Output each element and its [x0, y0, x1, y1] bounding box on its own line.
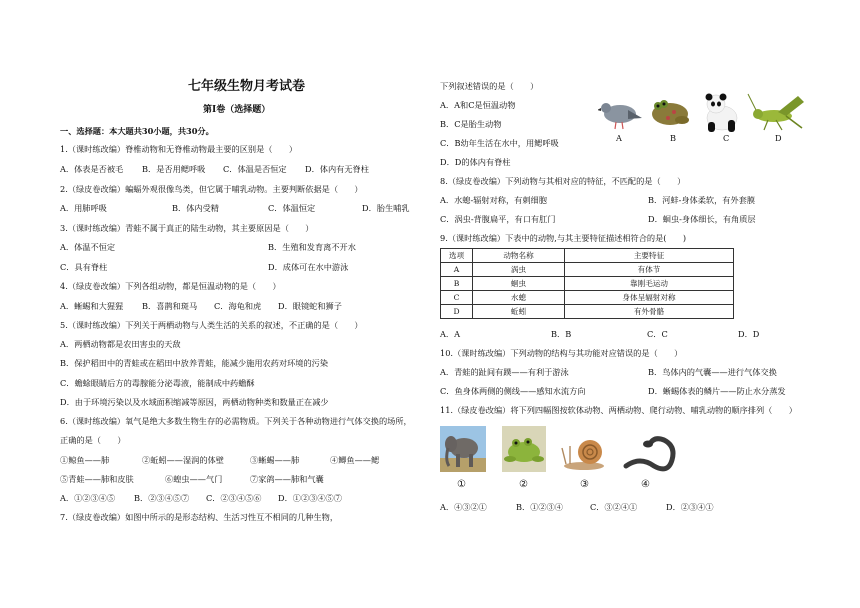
- q11-label-2: ②: [519, 479, 528, 490]
- q9-option-a[interactable]: A．A: [440, 329, 461, 339]
- pigeon-image: [598, 103, 642, 129]
- q8-option-a[interactable]: A．水螅-辐射对称，有刺细胞: [440, 195, 547, 205]
- elephant-image: [440, 426, 486, 472]
- q4-option-b[interactable]: B．喜鹊和斑马: [142, 301, 198, 311]
- table-cell: A: [441, 263, 473, 277]
- table-cell: B: [441, 277, 473, 291]
- frog-image: [652, 100, 689, 125]
- q6-option-d[interactable]: D．①②③④⑤⑦: [278, 493, 342, 503]
- question-1: 1.（课时练改编）脊椎动物和无脊椎动物最主要的区别是（ ）: [60, 144, 298, 154]
- section-heading: 一、选择题：本大题共30小题，共30分。: [60, 126, 214, 136]
- q7-option-a[interactable]: A．A和C是恒温动物: [440, 100, 516, 110]
- table-cell: 蛔虫: [473, 277, 565, 291]
- q1-option-b[interactable]: B．是否用鳃呼吸: [142, 164, 206, 174]
- q4-option-d[interactable]: D．眼镜蛇和狮子: [278, 301, 342, 311]
- frog-image: [502, 426, 546, 472]
- question-3: 3.（课时练改编）青蛙不属于真正的陆生动物，其主要原因是（ ）: [60, 223, 314, 233]
- q6-item: ②蚯蚓——湿润的体壁: [142, 455, 224, 465]
- q6-item: ⑦家鸽——肺和气囊: [250, 474, 324, 484]
- q7-label-a: A: [616, 133, 622, 143]
- q10-option-d[interactable]: D．蜥蜴体表的鳞片——防止水分蒸发: [648, 386, 786, 396]
- question-6: 6.（课时练改编）氧气是绝大多数生物生存的必需物质。下列关于各种动物进行气体交换的场所，: [60, 416, 412, 426]
- q7-option-d[interactable]: D．D的体内有脊柱: [440, 157, 511, 167]
- question-8: 8.（绿皮卷改编）下列动物与其相对应的特征，不匹配的是（ ）: [440, 176, 686, 186]
- q7-label-c: C: [723, 133, 730, 143]
- q7-label-d: D: [775, 133, 782, 143]
- table-header: 主要特征: [565, 249, 734, 263]
- q6-option-c[interactable]: C．②③④⑤⑥: [206, 493, 262, 503]
- table-header: 动物名称: [473, 249, 565, 263]
- question-10: 10.（课时练改编）下列动物的结构与其功能对应错误的是（ ）: [440, 348, 683, 358]
- question-6-cont: 正确的是（ ）: [60, 435, 126, 445]
- q4-option-a[interactable]: A．蜥蜴和大猩猩: [60, 301, 124, 311]
- grasshopper-image: [748, 94, 804, 130]
- q5-option-c[interactable]: C．蟾蜍眼睛后方的毒腺能分泌毒液，能制成中药蟾酥: [60, 378, 255, 388]
- table-cell: C: [441, 291, 473, 305]
- table-row: [441, 291, 734, 305]
- q3-option-a[interactable]: A．体温不恒定: [60, 242, 116, 252]
- q9-option-c[interactable]: C．C: [647, 329, 668, 339]
- q6-item: ④鲫鱼——鳃: [330, 455, 380, 465]
- q3-option-c[interactable]: C．具有脊柱: [60, 262, 108, 272]
- q6-item: ⑥蝗虫——气门: [165, 474, 223, 484]
- question-2: 2.（绿皮卷改编）蝙蝠外观很像鸟类，但它属于哺乳动物。主要判断依据是（ ）: [60, 184, 363, 194]
- question-5: 5.（课时练改编）下列关于两栖动物与人类生活的关系的叙述，不正确的是（ ）: [60, 320, 363, 330]
- q11-animal-figure: [440, 426, 690, 478]
- q10-option-b[interactable]: B．鸟体内的气囊——进行气体交换: [648, 367, 777, 377]
- q6-item: ③蜥蜴——肺: [250, 455, 300, 465]
- q11-label-1: ①: [457, 479, 466, 490]
- q1-option-a[interactable]: A．体表是否被毛: [60, 164, 124, 174]
- q4-option-c[interactable]: C．海龟和虎: [214, 301, 262, 311]
- q9-option-b[interactable]: B．B: [551, 329, 572, 339]
- table-row: [441, 305, 734, 319]
- q2-option-b[interactable]: B．体内受精: [172, 203, 219, 213]
- q7-option-c[interactable]: C．B幼年生活在水中，用鳃呼吸: [440, 138, 559, 148]
- table-cell: 有体节: [565, 263, 734, 277]
- q9-option-d[interactable]: D．D: [738, 329, 760, 339]
- q6-option-b[interactable]: B．②③④⑤⑦: [134, 493, 190, 503]
- exam-title: 七年级生物月考试卷: [188, 79, 306, 94]
- q8-option-c[interactable]: C．涡虫-背腹扁平，有口有肛门: [440, 214, 556, 224]
- table-header-row: [441, 249, 734, 263]
- table-row: [441, 263, 734, 277]
- q11-label-4: ④: [641, 479, 650, 490]
- q5-option-b[interactable]: B．保护稻田中的青蛙或在稻田中放养青蛙，能减少施用农药对环境的污染: [60, 358, 329, 368]
- table-cell: 涡虫: [473, 263, 565, 277]
- q6-item: ①鲸鱼——肺: [60, 455, 110, 465]
- question-4: 4.（绿皮卷改编）下列各组动物，都是恒温动物的是（ ）: [60, 281, 281, 291]
- q2-option-d[interactable]: D．胎生哺乳: [362, 203, 410, 213]
- q7-option-b[interactable]: B．C是胎生动物: [440, 119, 502, 129]
- q8-option-d[interactable]: D．蛔虫-身体细长，有角质层: [648, 214, 756, 224]
- question-11: 11.（绿皮卷改编）将下列四幅图按软体动物、两栖动物、爬行动物、哺乳动物的顺序排列（ ）: [440, 405, 797, 415]
- q7-label-b: B: [670, 133, 677, 143]
- question-7: 7.（绿皮卷改编）如图中所示的是形态结构、生活习性互不相同的几种生物，: [60, 512, 339, 522]
- q3-option-b[interactable]: B．生殖和发育离不开水: [268, 242, 356, 252]
- q11-option-d[interactable]: D．②③④①: [666, 502, 714, 512]
- q11-label-3: ③: [580, 479, 589, 490]
- table-row: [441, 277, 734, 291]
- q10-option-a[interactable]: A．青蛙的趾间有蹼——有利于游泳: [440, 367, 569, 377]
- q2-option-a[interactable]: A．用肺呼吸: [60, 203, 107, 213]
- q5-option-a[interactable]: A．两栖动物都是农田害虫的天敌: [60, 339, 181, 349]
- snake-image: [626, 439, 673, 469]
- q6-item: ⑤青蛙——肺和皮肤: [60, 474, 134, 484]
- q11-option-c[interactable]: C．③②④①: [590, 502, 638, 512]
- q2-option-c[interactable]: C．体温恒定: [268, 203, 316, 213]
- q9-table: [440, 248, 734, 319]
- part-heading: 第Ⅰ卷（选择题）: [203, 105, 271, 115]
- table-cell: D: [441, 305, 473, 319]
- table-header: 选项: [441, 249, 473, 263]
- table-cell: 蚯蚓: [473, 305, 565, 319]
- table-cell: 靠刚毛运动: [565, 277, 734, 291]
- q3-option-d[interactable]: D．成体可在水中游泳: [268, 262, 349, 272]
- snail-image: [562, 440, 604, 470]
- q11-option-a[interactable]: A．④③②①: [440, 502, 487, 512]
- panda-image: [706, 94, 738, 133]
- table-cell: 水螅: [473, 291, 565, 305]
- q10-option-c[interactable]: C．鱼身体两侧的侧线——感知水流方向: [440, 386, 586, 396]
- q5-option-d[interactable]: D．由于环境污染以及水域面积缩减等原因，两栖动物种类和数量正在减少: [60, 397, 329, 407]
- q6-option-a[interactable]: A．①②③④⑤: [60, 493, 116, 503]
- question-7-cont: 下列叙述错误的是（ ）: [440, 81, 539, 91]
- table-cell: 有外骨骼: [565, 305, 734, 319]
- table-cell: 身体呈辐射对称: [565, 291, 734, 305]
- q11-option-b[interactable]: B．①②③④: [516, 502, 563, 512]
- q1-option-d[interactable]: D．体内有无脊柱: [305, 164, 369, 174]
- question-9: 9.（课时练改编）下表中的动物,与其主要特征描述相符合的是( ): [440, 233, 687, 243]
- q1-option-c[interactable]: C．体温是否恒定: [223, 164, 287, 174]
- q8-option-b[interactable]: B．河蚌-身体柔软，有外套膜: [648, 195, 756, 205]
